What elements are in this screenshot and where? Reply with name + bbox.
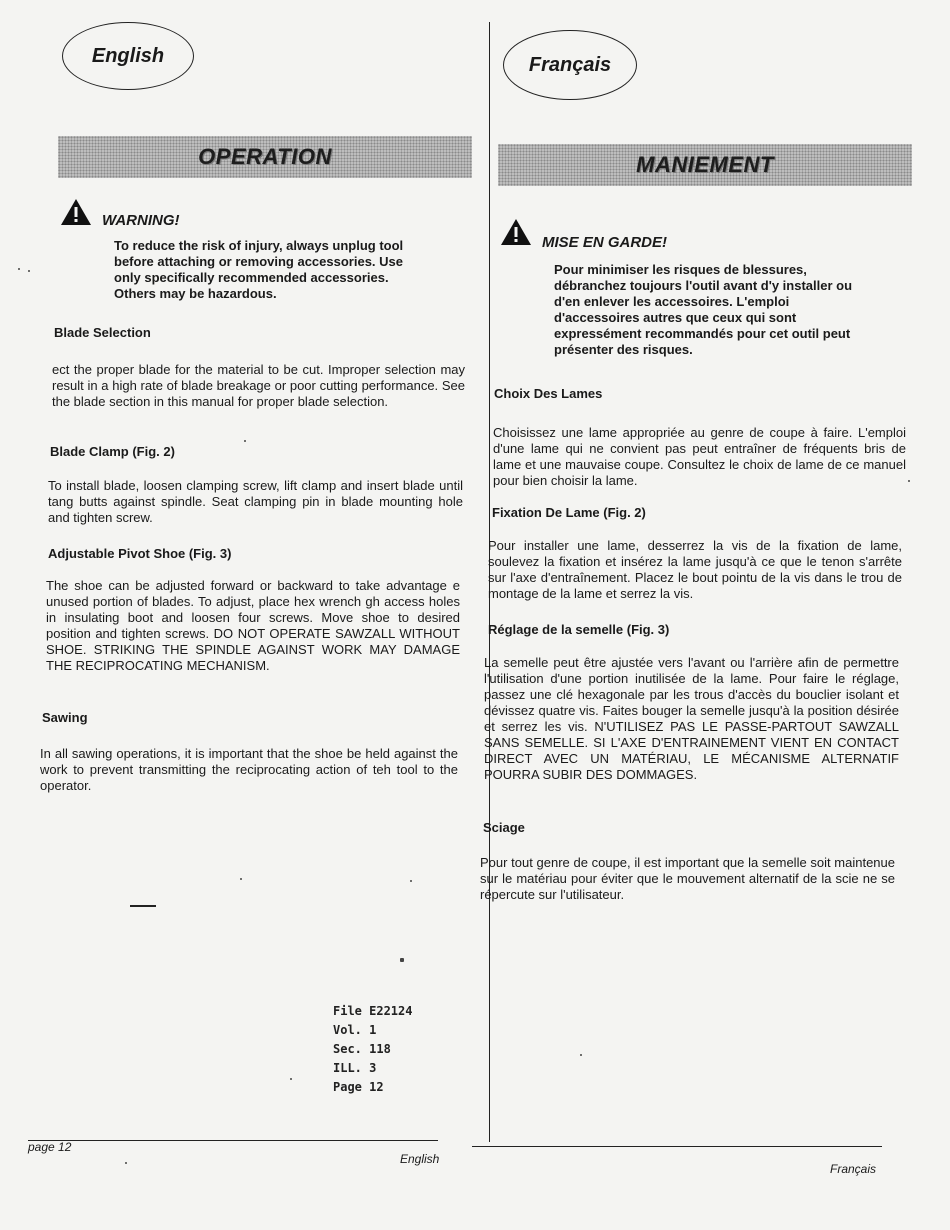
scan-speck — [410, 880, 412, 882]
lang-label: Français — [528, 53, 612, 76]
footer-rule-right — [472, 1146, 882, 1147]
scan-speck — [244, 440, 246, 442]
warning-title: MISE EN GARDE! — [542, 234, 668, 251]
scan-speck — [240, 878, 242, 880]
section-text: The shoe can be adjusted forward or backward to take advantage e unused portion of blades. To adjust, place hex wrench gh access holes in insulating boot and loosen four screws. Move shoe to desired position and tighten screws. DO NOT OPERATE SAWZALL WITHOUT SHOE. STRIKING THE SPINDLE AGAINST WORK MAY DAMAGE THE RECIPROCATING MECHANISM. — [46, 578, 460, 673]
section-heading: Sciage — [483, 820, 525, 835]
section-text: Choisissez une lame appropriée au genre de coupe à faire. L'emploi d'une lame qui ne convient pas peut entraîner de fréquents bris de lame et une mauvaise coupe. Consultez le choix de lame de ce manuel pour bien choisir la lame. — [493, 425, 906, 488]
section-text: Pour tout genre de coupe, il est important que la semelle soit maintenue sur le matériau pour éviter que le mouvement alternatif de la scie ne se répercute sur l'utilisateur. — [480, 855, 895, 902]
section-text: In all sawing operations, it is important that the shoe be held against the work to prevent transmitting the reciprocating action of teh tool to the operator. — [40, 746, 458, 793]
file-ref-line: ILL. 3 — [333, 1061, 377, 1075]
banner-title: OPERATION — [198, 144, 332, 169]
warning-triangle-icon — [60, 198, 92, 226]
file-reference-stamp — [333, 1002, 412, 1097]
stray-dash — [130, 905, 156, 907]
section-heading: Adjustable Pivot Shoe (Fig. 3) — [48, 546, 232, 561]
scan-speck — [400, 958, 404, 962]
warning-title: WARNING! — [102, 212, 180, 229]
footer-language: Français — [830, 1162, 877, 1176]
warning-body: To reduce the risk of injury, always unplug tool before attaching or removing accessories. Use only specifically recommended accessories. Others may be hazardous. — [114, 238, 404, 301]
lang-oval-english — [62, 22, 194, 90]
scan-speck — [18, 268, 20, 270]
lang-label: English — [91, 44, 165, 67]
lang-oval-francais — [503, 30, 637, 100]
section-heading: Sawing — [42, 710, 88, 725]
footer-language: English — [400, 1152, 440, 1166]
section-heading: Blade Clamp (Fig. 2) — [50, 444, 175, 459]
scan-speck — [28, 270, 30, 272]
scan-speck — [908, 480, 910, 482]
section-banner-operation — [58, 136, 472, 178]
scan-speck — [125, 1162, 127, 1164]
section-text: ect the proper blade for the material to be cut. Improper selection may result in a high rate of blade breakage or poor cutting performance. See the blade section in this manual for proper blade selection. — [52, 362, 465, 409]
scan-speck — [290, 1078, 292, 1080]
warning-body: Pour minimiser les risques de blessures, débranchez toujours l'outil avant d'y installer ou d'en enlever les accessoires. L'emploi d'accessoires autres que ceux qui sont expressément recommandés pour cet outil peut présenter des risques. — [554, 262, 853, 357]
footer-rule-left — [28, 1140, 438, 1141]
file-ref-line: Sec. 118 — [333, 1042, 391, 1056]
banner-title: MANIEMENT — [636, 152, 774, 177]
section-text: To install blade, loosen clamping screw, lift clamp and insert blade until tang butts against spindle. Seat clamping pin in blade mounting hole and tighten screw. — [48, 478, 463, 525]
file-ref-line: Vol. 1 — [333, 1023, 377, 1037]
section-text: Pour installer une lame, desserrez la vis de la fixation de lame, soulevez la fixation et insérez la lame jusqu'à ce que le tenon s'arrête sur l'axe d'entraînement. Placez le bout pointu de la vis dans le trou de montage de la lame et serrez la vis. — [488, 538, 902, 601]
section-heading: Fixation De Lame (Fig. 2) — [492, 505, 646, 520]
file-ref-line: Page 12 — [333, 1080, 384, 1094]
footer-page-number: page 12 — [28, 1140, 72, 1154]
section-heading: Réglage de la semelle (Fig. 3) — [488, 622, 670, 637]
section-text: La semelle peut être ajustée vers l'avant ou l'arrière afin de permettre l'utilisation d'une portion inutilisée de la lame. Pour faire le réglage, passez une clé hexagonale par les trous d'accès du bouclier isolant et dévissez quatre vis. Faites bouger la semelle jusqu'à la position désirée et serrez les vis. N'UTILISEZ PAS LE PASSE-PARTOUT SAWZALL SANS SEMELLE. SI L'AXE D'ENTRAINEMENT VIENT EN CONTACT DIRECT AVEC UN MATÉRIAU, LE MÉCANISME ALTERNATIF POURRA SUBIR DES DOMMAGES. — [484, 655, 899, 782]
section-heading: Choix Des Lames — [494, 386, 603, 401]
warning-triangle-icon — [500, 218, 532, 246]
section-banner-maniement — [498, 144, 912, 186]
file-ref-line: File E22124 — [333, 1004, 413, 1018]
scan-speck — [580, 1054, 582, 1056]
section-heading: Blade Selection — [54, 325, 151, 340]
